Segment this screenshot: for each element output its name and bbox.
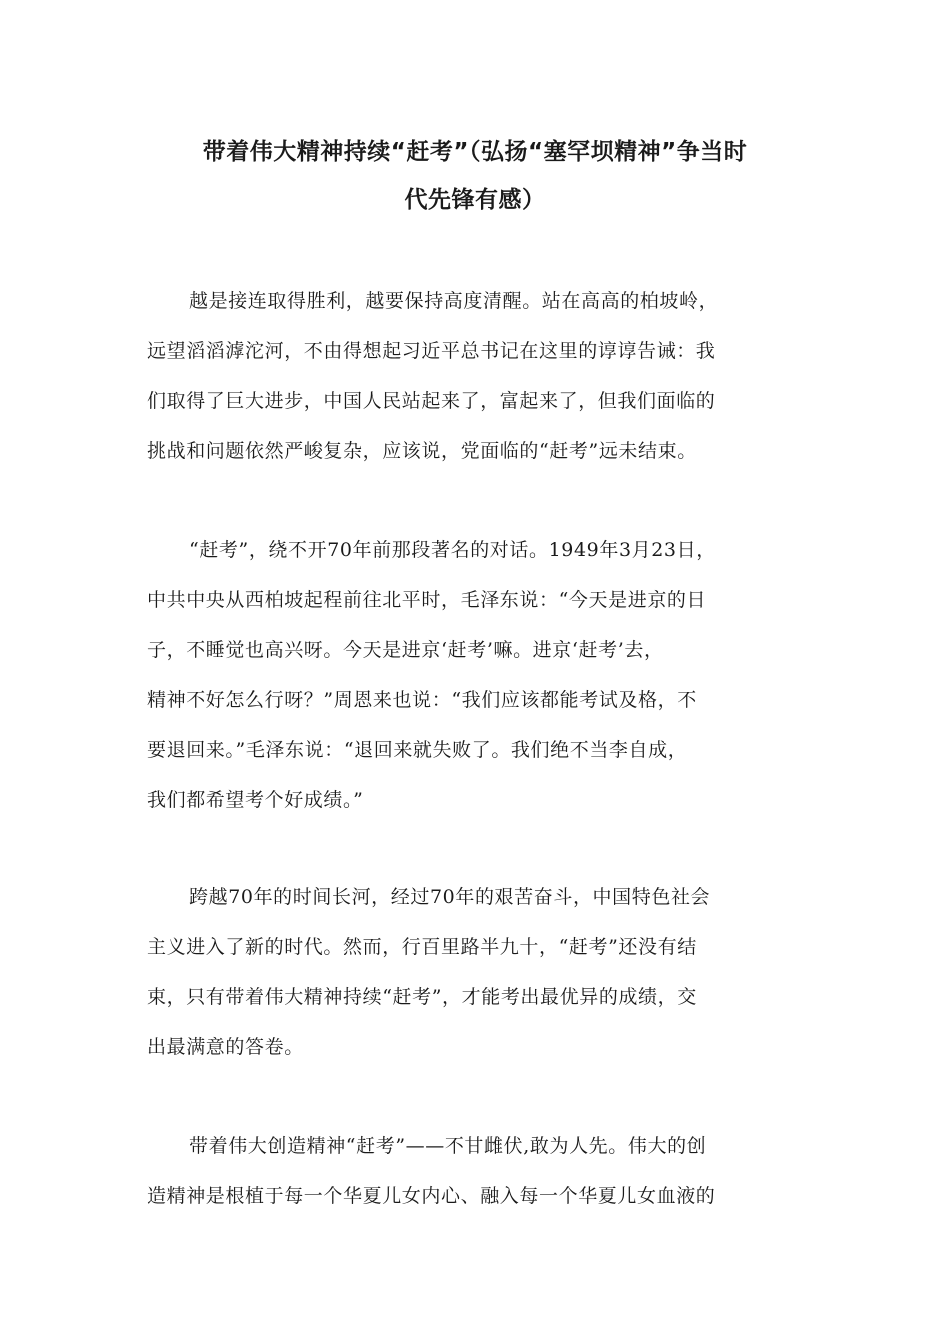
- text-line: 出最满意的答卷。: [147, 1036, 304, 1058]
- title-line: 带着伟大精神持续“赶考”（弘扬“塞罕坝精神”争当时: [202, 139, 748, 165]
- text-line: 子，不睡觉也高兴呀。今天是进京‘赶考’嘛。进京‘赶考’去，: [147, 639, 664, 661]
- text-line: “赶考”，绕不开70年前那段著名的对话。1949年3月23日，: [189, 539, 716, 561]
- text-line: 远望滔滔滹沱河，不由得想起习近平总书记在这里的谆谆告诫：我: [147, 340, 716, 362]
- text-line: 挑战和问题依然严峻复杂，应该说，党面临的“赶考”远未结束。: [147, 440, 697, 462]
- text-line: 我们都希望考个好成绩。”: [147, 789, 364, 811]
- paragraph: [147, 276, 807, 476]
- text-line: 主义进入了新的时代。然而，行百里路半九十，“赶考”还没有结: [147, 936, 697, 958]
- text-line: 们取得了巨大进步，中国人民站起来了，富起来了，但我们面临的: [147, 390, 716, 412]
- title-line: 代先锋有感）: [404, 187, 546, 213]
- paragraph: [147, 1121, 807, 1221]
- paragraph: [147, 872, 807, 1072]
- text-line: 精神不好怎么行呀？”周恩来也说：“我们应该都能考试及格，不: [147, 689, 697, 711]
- text-line: 束，只有带着伟大精神持续“赶考”，才能考出最优异的成绩，交: [147, 986, 697, 1008]
- text-line: 越是接连取得胜利，越要保持高度清醒。站在高高的柏坡岭，: [189, 290, 719, 312]
- document-title: [140, 128, 810, 224]
- text-line: 造精神是根植于每一个华夏儿女内心、融入每一个华夏儿女血液的: [147, 1185, 716, 1207]
- text-line: 带着伟大创造精神“赶考”——不甘雌伏,敢为人先。伟大的创: [189, 1135, 707, 1157]
- text-line: 跨越70年的时间长河，经过70年的艰苦奋斗，中国特色社会: [189, 886, 711, 908]
- text-line: 中共中央从西柏坡起程前往北平时，毛泽东说：“今天是进京的日: [147, 589, 707, 611]
- paragraph: [147, 525, 807, 825]
- text-line: 要退回来。”毛泽东说：“退回来就失败了。我们绝不当李自成，: [147, 739, 688, 761]
